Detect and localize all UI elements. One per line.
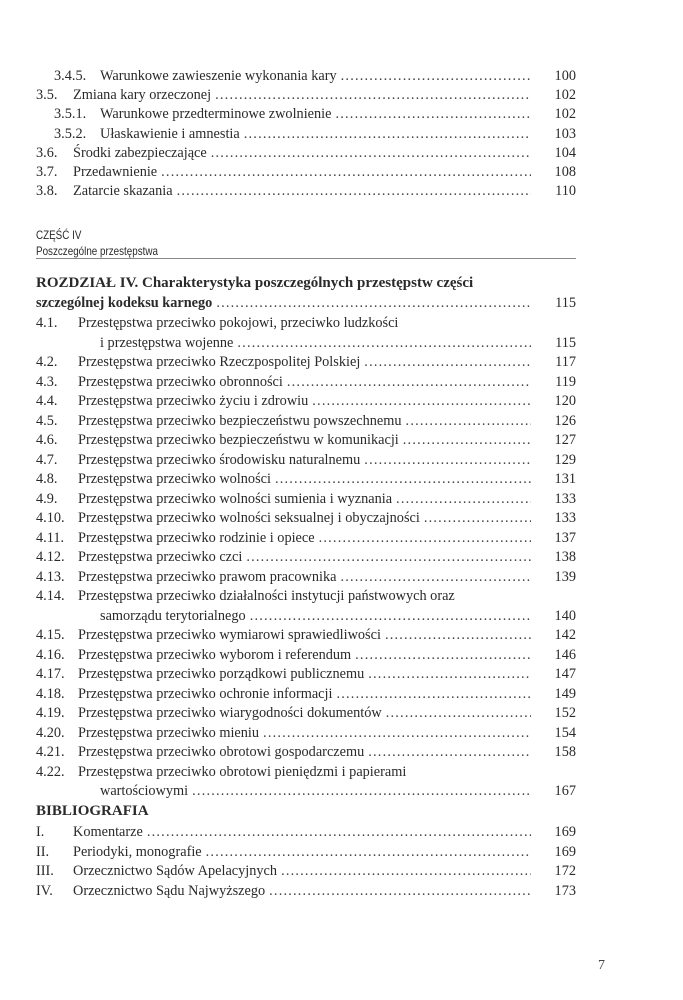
entry-page-number: 100	[554, 68, 576, 84]
entry-page-number: 169	[554, 824, 576, 840]
entry-title: Przestępstwa przeciwko bezpieczeństwu w komunikacji	[78, 432, 399, 448]
toc-entry	[0, 723, 683, 743]
toc-entry	[0, 391, 683, 411]
entry-number: IV.	[36, 882, 53, 899]
entry-page-number: 154	[554, 724, 576, 741]
entry-number: 3.4.5.	[54, 68, 87, 84]
leader-dots	[406, 411, 531, 431]
entry-title: Przestępstwa przeciwko pokojowi, przeciwko ludzkości	[78, 315, 399, 331]
entry-page-number: 173	[554, 882, 576, 899]
entry-number: 4.6.	[36, 432, 58, 448]
entry-number: 4.19.	[36, 705, 65, 721]
entry-page-number: 110	[555, 183, 576, 200]
bibliography-heading: BIBLIOGRAFIA	[36, 803, 149, 819]
entry-title: Przestępstwa przeciwko wymiarowi sprawiedliwości	[78, 627, 381, 643]
entry-page-number: 127	[554, 432, 576, 448]
entry-page-number: 129	[554, 451, 576, 468]
entry-number: 3.5.2.	[54, 125, 87, 142]
entry-title: Przestępstwa przeciwko Rzeczpospolitej Polskiej	[78, 354, 361, 370]
chapter-heading-continuation	[0, 293, 683, 313]
leader-dots	[161, 162, 531, 182]
entry-page-number: 172	[554, 863, 576, 879]
toc-entry	[0, 181, 683, 201]
entry-number: 4.4.	[36, 393, 58, 409]
entry-number: 4.17.	[36, 666, 65, 682]
entry-title: Przestępstwa przeciwko prawom pracownika	[78, 568, 337, 585]
entry-page-number: 102	[554, 106, 576, 123]
toc-entry	[0, 781, 683, 801]
entry-page-number: 169	[554, 843, 576, 860]
entry-title: Przestępstwa przeciwko obronności	[78, 373, 283, 390]
entry-title: Przestępstwa przeciwko rodzinie i opiece	[78, 529, 315, 546]
entry-page-number: 115	[555, 334, 576, 351]
entry-number: 4.22.	[36, 763, 65, 780]
chapter-page: 115	[555, 295, 576, 311]
entry-page-number: 133	[554, 510, 576, 526]
section-divider	[36, 258, 576, 259]
entry-title: Zmiana kary orzeczonej	[73, 87, 212, 104]
entry-number: 4.8.	[36, 471, 58, 487]
toc-entry	[0, 352, 683, 372]
leader-dots	[275, 469, 531, 489]
entry-number: 4.9.	[36, 490, 58, 507]
entry-title: Orzecznictwo Sądu Najwyższego	[73, 882, 266, 899]
leader-dots	[237, 333, 531, 353]
entry-number: II.	[36, 843, 50, 860]
toc-entry	[0, 372, 683, 392]
toc-entry	[0, 430, 683, 450]
leader-dots	[364, 450, 531, 470]
leader-dots	[192, 781, 531, 801]
entry-title: Przestępstwa przeciwko obrotowi pieniędzmi i papierami	[78, 763, 407, 780]
entry-title: Warunkowe zawieszenie wykonania kary	[100, 68, 337, 84]
entry-title: Przestępstwa przeciwko życiu i zdrowiu	[78, 393, 309, 409]
leader-dots	[246, 547, 531, 567]
entry-number: 4.2.	[36, 354, 58, 370]
entry-page-number: 133	[554, 490, 576, 507]
toc-entry	[0, 861, 683, 881]
leader-dots	[364, 352, 531, 372]
entry-title: samorządu terytorialnego	[100, 607, 246, 624]
entry-title: Przestępstwa przeciwko obrotowi gospodarczemu	[78, 744, 365, 760]
leader-dots	[147, 822, 531, 842]
leader-dots	[319, 528, 531, 548]
entry-title: Przestępstwa przeciwko mieniu	[78, 724, 260, 741]
part-subtitle: Poszczególne przestępstwa	[36, 244, 158, 258]
leader-dots	[424, 508, 531, 528]
entry-page-number: 147	[554, 666, 576, 682]
page-number: 7	[598, 958, 605, 973]
entry-number: 4.18.	[36, 685, 65, 702]
leader-dots	[312, 391, 531, 411]
entry-title: Warunkowe przedterminowe zwolnienie	[100, 106, 332, 123]
entry-title: Ułaskawienie i amnestia	[100, 125, 240, 142]
entry-page-number: 152	[554, 705, 576, 721]
entry-page-number: 102	[554, 87, 576, 104]
leader-dots	[269, 881, 531, 901]
entry-title: Orzecznictwo Sądów Apelacyjnych	[73, 863, 278, 879]
entry-number: 4.14.	[36, 588, 65, 604]
entry-page-number: 158	[554, 744, 576, 760]
leader-dots	[215, 85, 531, 105]
entry-number: 4.7.	[36, 451, 58, 468]
leader-dots	[336, 684, 531, 704]
entry-page-number: 117	[555, 354, 576, 370]
leader-dots	[396, 489, 531, 509]
entry-title: Przestępstwa przeciwko środowisku naturalnemu	[78, 451, 361, 468]
entry-page-number: 108	[554, 164, 576, 180]
toc-entry	[0, 333, 683, 353]
entry-title: Przestępstwa przeciwko wolności seksualnej i obyczajności	[78, 510, 420, 526]
entry-title: Komentarze	[73, 824, 143, 840]
toc-entry	[0, 313, 683, 333]
entry-number: 3.5.	[36, 87, 58, 104]
leader-dots	[206, 842, 531, 862]
toc-entry	[0, 547, 683, 567]
entry-number: 4.5.	[36, 412, 58, 429]
toc-entry	[0, 469, 683, 489]
leader-dots	[263, 723, 531, 743]
leader-dots	[340, 567, 531, 587]
entry-number: 3.7.	[36, 164, 58, 180]
entry-page-number: 126	[554, 412, 576, 429]
leader-dots	[216, 293, 531, 313]
leader-dots	[385, 625, 531, 645]
entry-title: Przestępstwa przeciwko wiarygodności dokumentów	[78, 705, 382, 721]
entry-number: 4.20.	[36, 724, 65, 741]
leader-dots	[368, 664, 531, 684]
entry-page-number: 103	[554, 125, 576, 142]
entry-page-number: 131	[554, 471, 576, 487]
leader-dots	[355, 645, 531, 665]
entry-page-number: 138	[554, 549, 576, 565]
entry-page-number: 146	[554, 646, 576, 663]
entry-page-number: 140	[554, 607, 576, 624]
toc-entry	[0, 85, 683, 105]
toc-entry	[0, 586, 683, 606]
toc-entry	[0, 881, 683, 901]
leader-dots	[368, 742, 531, 762]
toc-entry	[0, 842, 683, 862]
entry-number: 4.12.	[36, 549, 65, 565]
chapter-heading-line2: szczególnej kodeksu karnego	[36, 295, 213, 311]
entry-title: Przedawnienie	[73, 164, 158, 180]
entry-number: 3.8.	[36, 183, 58, 200]
entry-number: 3.6.	[36, 144, 58, 161]
entry-title: i przestępstwa wojenne	[100, 334, 234, 351]
entry-number: 4.16.	[36, 646, 65, 663]
entry-number: 4.10.	[36, 510, 65, 526]
toc-entry	[0, 528, 683, 548]
leader-dots	[403, 430, 531, 450]
toc-entry	[0, 104, 683, 124]
toc-entry	[0, 124, 683, 144]
entry-number: 3.5.1.	[54, 106, 87, 123]
toc-entry	[0, 664, 683, 684]
entry-number: III.	[36, 863, 54, 879]
leader-dots	[287, 372, 531, 392]
entry-title: Przestępstwa przeciwko ochronie informacji	[78, 685, 333, 702]
entry-page-number: 142	[554, 627, 576, 643]
leader-dots	[281, 861, 531, 881]
leader-dots	[341, 66, 531, 86]
toc-entry	[0, 162, 683, 182]
entry-page-number: 139	[554, 568, 576, 585]
entry-number: 4.15.	[36, 627, 65, 643]
entry-title: Przestępstwa przeciwko porządkowi publicznemu	[78, 666, 365, 682]
entry-number: I.	[36, 824, 45, 840]
toc-entry	[0, 508, 683, 528]
entry-title: Przestępstwa przeciwko wyborom i referendum	[78, 646, 352, 663]
entry-page-number: 167	[554, 783, 576, 799]
entry-title: Przestępstwa przeciwko wolności sumienia i wyznania	[78, 490, 393, 507]
entry-number: 4.21.	[36, 744, 65, 760]
entry-page-number: 149	[554, 685, 576, 702]
leader-dots	[177, 181, 531, 201]
toc-entry	[0, 742, 683, 762]
entry-page-number: 104	[554, 144, 576, 161]
toc-entry	[0, 645, 683, 665]
leader-dots	[250, 606, 531, 626]
entry-title: wartościowymi	[100, 783, 189, 799]
toc-entry	[0, 411, 683, 431]
entry-title: Zatarcie skazania	[73, 183, 173, 200]
leader-dots	[335, 104, 531, 124]
entry-page-number: 120	[554, 393, 576, 409]
toc-entry	[0, 66, 683, 86]
toc-entry	[0, 606, 683, 626]
toc-entry	[0, 567, 683, 587]
leader-dots	[386, 703, 531, 723]
toc-entry	[0, 703, 683, 723]
leader-dots	[211, 143, 531, 163]
entry-title: Przestępstwa przeciwko czci	[78, 549, 243, 565]
entry-title: Przestępstwa przeciwko bezpieczeństwu powszechnemu	[78, 412, 402, 429]
entry-number: 4.3.	[36, 373, 58, 390]
toc-entry	[0, 625, 683, 645]
part-label: CZĘŚĆ IV	[36, 228, 82, 242]
toc-entry	[0, 450, 683, 470]
entry-title: Periodyki, monografie	[73, 843, 202, 860]
toc-entry	[0, 684, 683, 704]
entry-title: Środki zabezpieczające	[73, 144, 207, 161]
chapter-heading: ROZDZIAŁ IV. Charakterystyka poszczególnych przestępstw części	[36, 275, 474, 291]
toc-entry	[0, 143, 683, 163]
entry-title: Przestępstwa przeciwko wolności	[78, 471, 271, 487]
entry-page-number: 137	[554, 529, 576, 546]
entry-number: 4.13.	[36, 568, 65, 585]
entry-page-number: 119	[555, 373, 576, 390]
toc-entry	[0, 762, 683, 782]
entry-number: 4.11.	[36, 529, 65, 546]
entry-title: Przestępstwa przeciwko działalności instytucji państwowych oraz	[78, 588, 455, 604]
toc-entry	[0, 489, 683, 509]
toc-entry	[0, 822, 683, 842]
leader-dots	[244, 124, 531, 144]
entry-number: 4.1.	[36, 315, 58, 331]
